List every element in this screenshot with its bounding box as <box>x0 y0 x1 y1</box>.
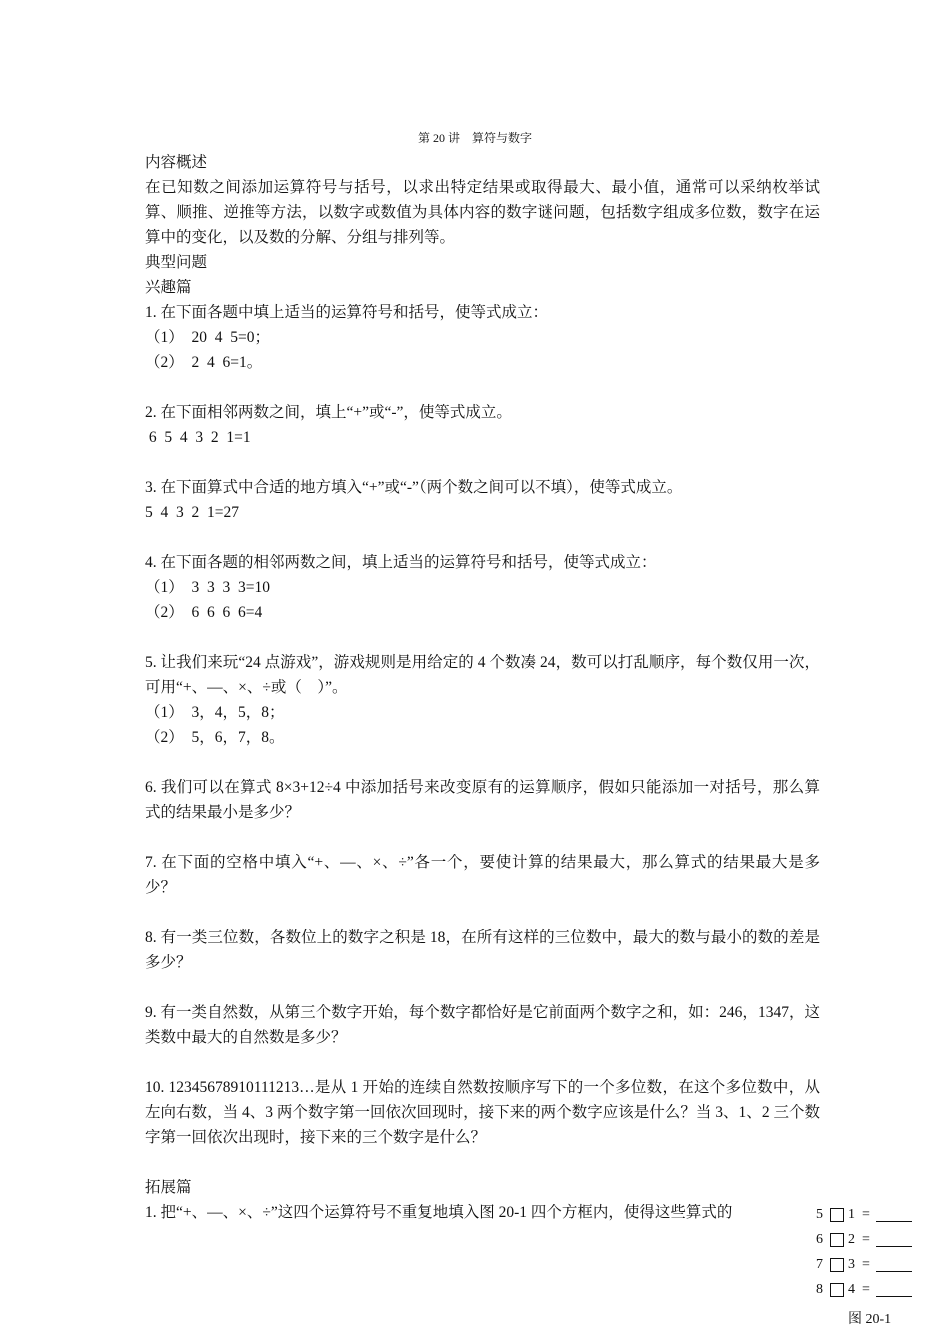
figure-row <box>816 1277 926 1302</box>
extension-question-1: 1. 把“+、—、×、÷”这四个运算符号不重复地填入图 20-1 四个方框内，使得这些算式的 <box>145 1204 733 1221</box>
question-8: 8. 有一类三位数，各数位上的数字之积是 18，在所有这样的三位数中，最大的数与最小的数的差是多少？ <box>145 929 820 971</box>
operator-box[interactable] <box>830 1283 844 1297</box>
figure-20-1 <box>816 1202 926 1302</box>
typical-heading: 典型问题 <box>145 254 208 271</box>
section-heading-interest: 兴趣篇 <box>145 279 192 296</box>
figure-row <box>816 1202 926 1227</box>
equals-sign: = <box>862 1281 870 1297</box>
figure-operand-right: 1 <box>848 1206 855 1222</box>
question-7: 7. 在下面的空格中填入“+、—、×、÷”各一个，要使计算的结果最大，那么算式的结果最大是多少？ <box>145 854 820 896</box>
question-5-part-2: （2） 5，6，7，8。 <box>145 729 285 746</box>
figure-operand-left: 8 <box>816 1281 823 1297</box>
figure-operand-left: 6 <box>816 1231 823 1247</box>
question-9: 9. 有一类自然数，从第三个数字开始，每个数字都恰好是它前面两个数字之和，如：246，1347，这类数中最大的自然数是多少？ <box>145 1004 820 1046</box>
document-body <box>145 150 820 1225</box>
question-6: 6. 我们可以在算式 8×3+12÷4 中添加括号来改变原有的运算顺序，假如只能添加一对括号，那么算式的结果最小是多少？ <box>145 779 820 821</box>
equals-sign: = <box>862 1231 870 1247</box>
figure-operand-left: 5 <box>816 1206 823 1222</box>
figure-operand-right: 2 <box>848 1231 855 1247</box>
figure-row <box>816 1252 926 1277</box>
operator-box[interactable] <box>830 1208 844 1222</box>
question-4: 4. 在下面各题的相邻两数之间，填上适当的运算符号和括号，使等式成立： <box>145 554 657 571</box>
question-3: 3. 在下面算式中合适的地方填入“+”或“-”（两个数之间可以不填），使等式成立。 <box>145 479 683 496</box>
figure-operand-right: 3 <box>848 1256 855 1272</box>
operator-box[interactable] <box>830 1233 844 1247</box>
figure-operand-left: 7 <box>816 1256 823 1272</box>
question-4-part-1: （1） 3 3 3 3=10 <box>145 579 270 596</box>
figure-operand-right: 4 <box>848 1281 855 1297</box>
figure-row <box>816 1227 926 1252</box>
answer-blank[interactable] <box>876 1282 912 1297</box>
page-title: 第 20 讲 算符与数字 <box>417 131 532 145</box>
question-4-part-2: （2） 6 6 6 6=4 <box>145 604 263 621</box>
figure-caption: 图 20-1 <box>848 1312 892 1327</box>
operator-box[interactable] <box>830 1258 844 1272</box>
question-1-part-2: （2） 2 4 6=1。 <box>145 354 263 371</box>
answer-blank[interactable] <box>876 1207 912 1222</box>
section-heading-extension: 拓展篇 <box>145 1179 192 1196</box>
question-2: 2. 在下面相邻两数之间，填上“+”或“-”，使等式成立。 <box>145 404 512 421</box>
overview-heading: 内容概述 <box>145 154 208 171</box>
question-5-part-1: （1） 3，4，5，8； <box>145 704 285 721</box>
question-5: 5. 让我们来玩“24 点游戏”，游戏规则是用给定的 4 个数凑 24，数可以打乱顺序，每个数仅用一次，可用“+、—、×、÷或（ ）”。 <box>145 654 820 696</box>
question-1-part-1: （1） 20 4 5=0； <box>145 329 270 346</box>
overview-text: 在已知数之间添加运算符号与括号，以求出特定结果或取得最大、最小值，通常可以采纳枚举试算、顺推、逆推等方法，以数字或数值为具体内容的数字谜问题，包括数字组成多位数，数字在运算中的变化，以及数的分解、分组与排列等。 <box>145 179 820 246</box>
question-1: 1. 在下面各题中填上适当的运算符号和括号，使等式成立： <box>145 304 549 321</box>
answer-blank[interactable] <box>876 1232 912 1247</box>
question-3-equation: 5 4 3 2 1=27 <box>145 504 239 521</box>
answer-blank[interactable] <box>876 1257 912 1272</box>
equals-sign: = <box>862 1206 870 1222</box>
equals-sign: = <box>862 1256 870 1272</box>
question-2-equation: 6 5 4 3 2 1=1 <box>145 429 251 446</box>
question-10: 10. 12345678910111213…是从 1 开始的连续自然数按顺序写下的一个多位数，在这个多位数中，从左向右数，当 4、3 两个数字第一回依次回现时，接下来的两个数字应该是什么？当 3、1、2 三个数字第一回依次出现时，接下来的三个数字是什么？ <box>145 1079 820 1146</box>
